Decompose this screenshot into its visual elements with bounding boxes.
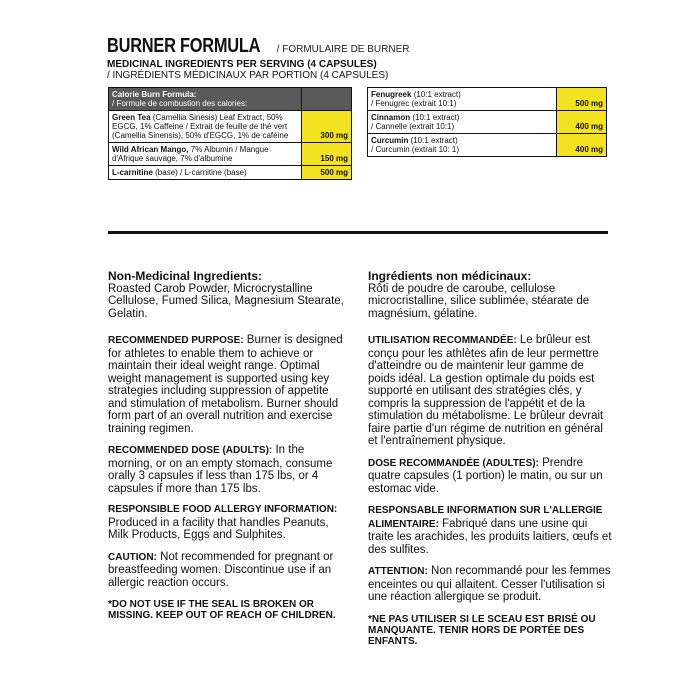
allergy-text-fr: Fabriqué dans une usine qui traite les arachides, les produits laitiers, œufs et des sulfites.: [368, 517, 612, 556]
table-header-title: Calorie Burn Formula:: [112, 90, 197, 99]
ingredient-cell: [368, 134, 557, 157]
nonmedicinal-section-fr: [368, 270, 612, 320]
product-title-fr: / FORMULAIRE DE BURNER: [273, 44, 410, 55]
caution-section-fr: [368, 565, 612, 604]
table-row: [109, 166, 352, 180]
french-column: [368, 270, 612, 647]
ingredient-desc-fr: / Fenugrec (extrait 10:1): [371, 99, 457, 108]
table-row: [109, 143, 352, 166]
allergy-section: [108, 504, 348, 542]
allergy-section-fr: [368, 504, 612, 556]
ingredient-amount: 300 mg: [302, 111, 352, 143]
table-row: [368, 111, 607, 134]
ingredient-desc: (10:1 extract): [408, 136, 458, 145]
ingredient-cell: [109, 111, 302, 143]
ingredient-desc-fr: / Cannelle (extrait 10:1): [371, 122, 455, 131]
table-row: [109, 111, 352, 143]
ingredient-desc: 7% Albumin / Mangue d'Afrique sauvage, 7% d'albumine: [112, 145, 269, 163]
allergy-text: Produced in a facility that handles Peanuts, Milk Products, Eggs and Sulphites.: [108, 516, 329, 541]
purpose-text: Burner is designed for athletes to enable them to achieve or maintain their ideal weight range. Optimal weight management is supported using key strategies including suppression of appetite and stimulation of metabolism. Burner should form part of an overall nutrition and exercise training regimen.: [108, 334, 343, 435]
ingredient-name: Fenugreek: [371, 90, 412, 99]
ingredient-desc-fr: / Curcumin (extrait 10: 1): [371, 145, 460, 154]
nonmedicinal-text: Roasted Carob Powder, Microcrystalline Cellulose, Fumed Silica, Magnesium Stearate, Gelatin.: [108, 282, 344, 320]
ingredient-name: Cinnamon: [371, 113, 411, 122]
nonmedicinal-text-fr: Rôti de poudre de caroube, cellulose microcristalline, silice sublimée, stéarate de magnésium, gélatine.: [368, 282, 590, 320]
ingredient-name: Wild African Mango,: [112, 145, 189, 154]
ingredient-desc: (base) / L-carnitine (base): [152, 168, 247, 177]
table-header-blank: [302, 88, 352, 111]
medicinal-subhead-fr: / INGRÉDIENTS MÉDICINAUX PAR PORTION (4 CAPSULES): [107, 70, 389, 81]
table-row: [368, 134, 607, 157]
nonmedicinal-section: [108, 270, 348, 320]
label-header: [107, 36, 607, 81]
ingredient-cell: [109, 143, 302, 166]
ingredient-cell: [368, 88, 557, 111]
ingredient-desc: (10:1 extract): [410, 113, 460, 122]
ingredient-desc: (10:1 extract): [411, 90, 461, 99]
dose-text: In the morning, or on an empty stomach, consume orally 3 capsules if less than 175 lbs, or 4 capsules if more than 175 lbs.: [108, 444, 333, 495]
purpose-text-fr: Le brûleur est conçu pour les athlètes afin de leur permettre d'atteindre ou de maintenir leur gamme de poids idéal. La gestion optimale du poids est supporté en utilisant des stratégies clés, y compris la suppression de l'appétit et de la stimulation du métabolisme. Le brûleur devrait faire partie d'un régime de nutrition en général et l'entraînement physique.: [368, 334, 604, 447]
ingredient-cell: [109, 166, 302, 180]
dose-label-fr: DOSE RECOMMANDÉE (ADULTES):: [368, 457, 539, 469]
seal-warning: *DO NOT USE IF THE SEAL IS BROKEN OR MISSING. KEEP OUT OF REACH OF CHILDREN.: [108, 599, 336, 621]
ingredient-desc: (Camellia Sinesis) Leaf Extract, 50% EGCG, 1% Caffeine / Extrait de feuille de thé vert (Camellia Sinensis), 50% d'EGCG, 1% de caféine: [112, 113, 289, 140]
ingredient-cell: [368, 111, 557, 134]
purpose-section-fr: [368, 334, 612, 448]
nonmedicinal-title: Non-Medicinal Ingredients:: [108, 269, 263, 283]
dose-section: [108, 444, 348, 495]
ingredient-amount: 400 mg: [557, 134, 607, 157]
allergy-label-fr: RESPONSABLE INFORMATION SUR L'ALLERGIE ALIMENTAIRE:: [368, 505, 603, 530]
dose-section-fr: [368, 457, 612, 496]
ingredient-amount: 500 mg: [557, 88, 607, 111]
ingredient-amount: 150 mg: [302, 143, 352, 166]
ingredient-name: L-carnitine: [112, 168, 153, 177]
allergy-label: RESPONSIBLE FOOD ALLERGY INFORMATION:: [108, 504, 338, 515]
table-header-row: [109, 88, 352, 111]
ingredients-table-right: [367, 87, 607, 157]
table-header-subtitle: / Formule de combustion des calories:: [112, 99, 248, 108]
caution-label: CAUTION:: [108, 551, 157, 563]
english-column: [108, 270, 348, 621]
title-line: [107, 36, 607, 57]
caution-label-fr: ATTENTION:: [368, 566, 428, 577]
ingredients-table-left: [108, 87, 352, 180]
product-title: BURNER FORMULA: [107, 35, 261, 57]
dose-text-fr: Prendre quatre capsules (1 portion) le matin, ou sur un estomac vide.: [368, 456, 603, 495]
caution-text-fr: Non recommandé pour les femmes enceintes ou qui allaitent. Cesser l'utilisation si une réaction allergique se produit.: [368, 565, 611, 603]
purpose-label-fr: UTILISATION RECOMMANDÉE:: [368, 335, 517, 346]
caution-section: [108, 551, 348, 590]
ingredient-amount: 400 mg: [557, 111, 607, 134]
table-header-cell: [109, 88, 302, 111]
caution-text: Not recommended for pregnant or breastfeeding women. Discontinue use if an allergic reaction occurs.: [108, 550, 334, 589]
ingredient-name: Green Tea: [112, 113, 151, 122]
ingredient-name: Curcumin: [371, 136, 409, 145]
table-row: [368, 88, 607, 111]
section-divider: [108, 231, 608, 234]
purpose-label: RECOMMENDED PURPOSE:: [108, 335, 244, 346]
nonmedicinal-title-fr: Ingrédients non médicinaux:: [368, 269, 532, 283]
ingredient-amount: 500 mg: [302, 166, 352, 180]
dose-label: RECOMMENDED DOSE (ADULTS):: [108, 445, 273, 456]
medicinal-subhead: MEDICINAL INGREDIENTS PER SERVING (4 CAPSULES): [107, 59, 377, 70]
seal-warning-fr: *NE PAS UTILISER SI LE SCEAU EST BRISÉ OU MANQUANTE. TENIR HORS DE PORTÉE DES ENFANTS.: [368, 613, 596, 647]
purpose-section: [108, 334, 348, 435]
